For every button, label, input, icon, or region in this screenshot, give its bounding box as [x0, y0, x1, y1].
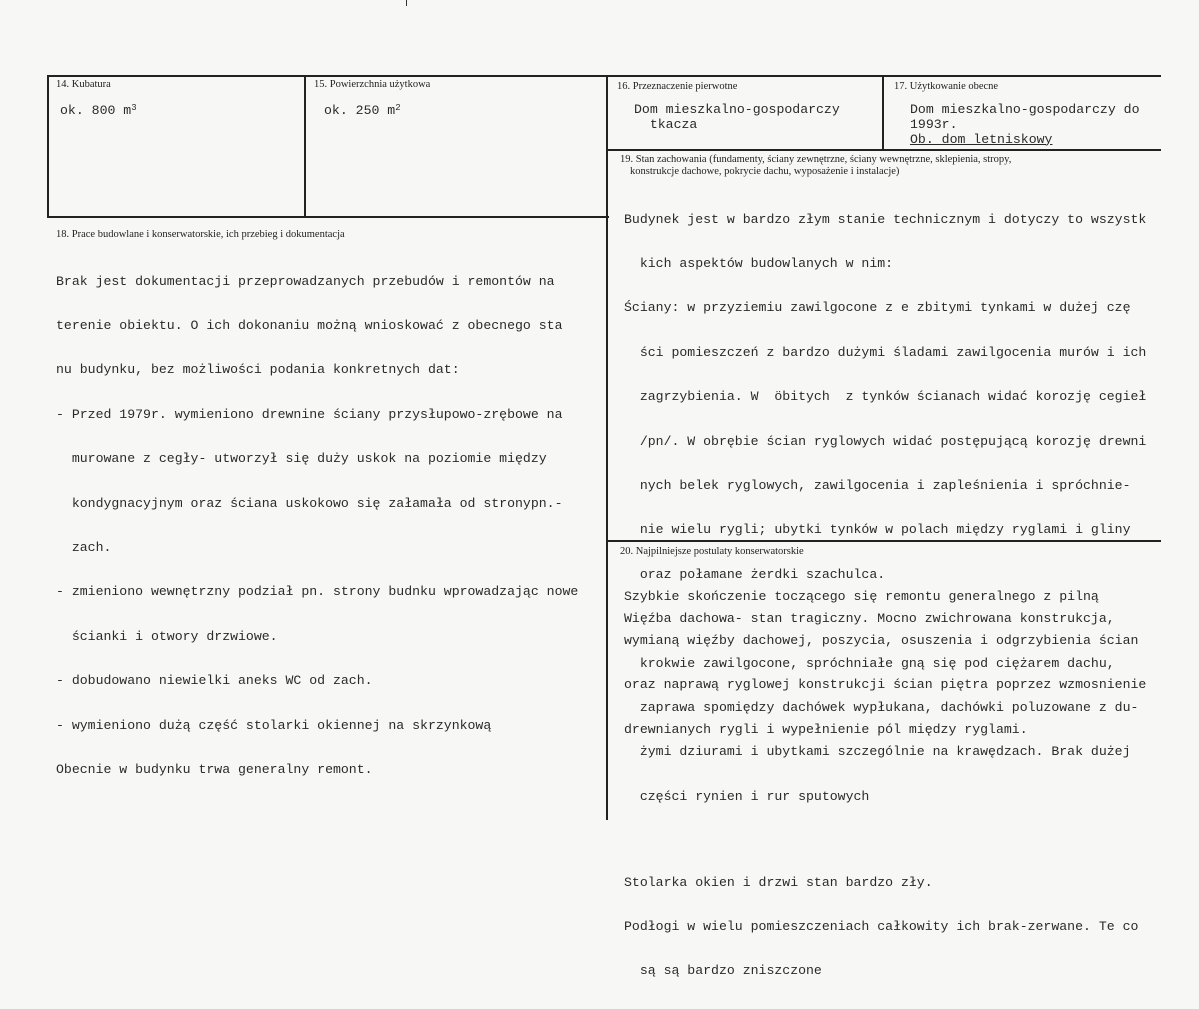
- field-18-label: 18. Prace budowlane i konserwatorskie, ich przebieg i dokumentacja: [56, 229, 345, 240]
- text-line: zagrzybienia. W öbitych z tynków ścianach widać korozję cegieł: [624, 389, 1147, 405]
- text-line: [624, 834, 1161, 846]
- field-19-label: 19. Stan zachowania (fundamenty, ściany zewnętrzne, ściany wewnętrzne, sklepienia, stropy, konstrukcje dachowe, pokrycie dachu, wyposażenie i instalacje): [620, 154, 1012, 177]
- text-line: - Przed 1979r. wymieniono drewnine ściany przysłupowo-zrębowe na: [56, 406, 563, 422]
- text-line: wymianą więźby dachowej, poszycia, osuszenia i odgrzybienia ścian: [624, 632, 1139, 648]
- text-line: tkacza: [634, 116, 698, 132]
- text-line: - dobudowano niewielki aneks WC od zach.: [56, 673, 373, 689]
- text-line: Stolarka okien i drzwi stan bardzo zły.: [624, 874, 933, 890]
- text-line: nie wielu rygli; ubytki tynków w polach między ryglami i gliny: [624, 522, 1131, 538]
- text-line: ścianki i otwory drzwiowe.: [56, 628, 278, 644]
- text-line: kondygnacyjnym oraz ściana uskokowo się załamała od stronypn.-: [56, 495, 563, 511]
- text-line: są są bardzo zniszczone: [624, 963, 822, 979]
- center-divider: [606, 75, 608, 820]
- text-line: części rynien i rur sputowych: [624, 788, 870, 804]
- field-14-value: ok. 800 $m^3$: [60, 104, 137, 118]
- text-line: Szybkie skończenie toczącego się remontu generalnego z pilną: [624, 588, 1099, 604]
- text-line: nu budynku, bez możliwości podania konkretnych dat:: [56, 362, 460, 378]
- text-line: Podłogi w wielu pomieszczeniach całkowity ich brak-zerwane. Te co: [624, 919, 1139, 935]
- field-20-text: [624, 560, 1161, 767]
- divider-16-17: [882, 75, 884, 150]
- field-20-label: 20. Najpilniejsze postulaty konserwatorskie: [620, 546, 804, 557]
- text-line: Brak jest dokumentacji przeprowadzanych przebudów i remontów na: [56, 273, 555, 289]
- text-line: kich aspektów budowlanych w nim:: [624, 255, 894, 271]
- text-line: Ściany: w przyziemiu zawilgocone z e zbitymi tynkami w dużej czę: [624, 300, 1131, 316]
- text-line: Więźba dachowa- stan tragiczny. Mocno zwichrowana konstrukcja,: [624, 611, 1115, 627]
- text-line: Dom mieszkalno-gospodarczy: [634, 103, 840, 117]
- field-14-label: 14. Kubatura: [56, 79, 111, 90]
- field-18-text: [56, 245, 606, 807]
- text-line: 1993r.: [910, 116, 958, 132]
- divider-14-15: [304, 75, 306, 218]
- field-16-text: [634, 103, 840, 133]
- text-line: Obecnie w budynku trwa generalny remont.: [56, 761, 373, 777]
- text-line: drewnianych rygli i wypełnienie pól między ryglami.: [624, 721, 1028, 737]
- text-line: oraz naprawą ryglowej konstrukcji ścian piętra poprzez wzmosnienie: [624, 677, 1147, 693]
- text-line: ści pomieszczeń z bardzo dużymi śladami zawilgocenia murów i ich: [624, 344, 1147, 360]
- text-line: zach.: [56, 539, 112, 555]
- text-line: - wymieniono dużą część stolarki okiennej na skrzynkową: [56, 717, 492, 733]
- text-line: krokwie zawilgocone, spróchniałe gną się pod ciężarem dachu,: [624, 655, 1115, 671]
- field-16-label: 16. Przeznaczenie pierwotne: [617, 81, 738, 92]
- text-line: żymi dziurami i ubytkami szczególnie na krawędzach. Brak dużej: [624, 744, 1131, 760]
- field-17-text: [910, 103, 1161, 149]
- text-line: oraz połamane żerdki szachulca.: [624, 566, 886, 582]
- rule-above-field-19: [607, 149, 1161, 151]
- text-line: nych belek ryglowych, zawilgocenia i zapleśnienia i spróchnie-: [624, 477, 1131, 493]
- text-line: - zmieniono wewnętrzny podział pn. strony budnku wprowadzając nowe: [56, 584, 579, 600]
- text-line: murowane z cegły- utworzył się duży uskok na poziomie między: [56, 451, 547, 467]
- text-line: Budynek jest w bardzo złym stanie technicznym i dotyczy to wszystk: [624, 211, 1147, 227]
- top-rule: [47, 75, 1161, 77]
- text-line: Ob. dom letniskowy: [910, 131, 1053, 147]
- field-15-value: ok. 250 $m^2$: [324, 104, 401, 118]
- field-17-label: 17. Użytkowanie obecne: [894, 81, 999, 92]
- text-line: zaprawa spomiędzy dachówek wypłukana, dachówki poluzowane z du-: [624, 699, 1139, 715]
- text-line: terenie obiektu. O ich dokonaniu możną wnioskować z obecnego sta: [56, 317, 563, 333]
- top-tick-mark: [406, 0, 407, 6]
- left-border: [47, 75, 49, 218]
- text-line: Dom mieszkalno-gospodarczy do: [910, 103, 1140, 117]
- text-line: /pn/. W obrębie ścian ryglowych widać postępującą korozję drewni: [624, 433, 1147, 449]
- rule-above-field-18: [47, 216, 609, 218]
- field-15-label: 15. Powierzchnia użytkowa: [314, 79, 431, 90]
